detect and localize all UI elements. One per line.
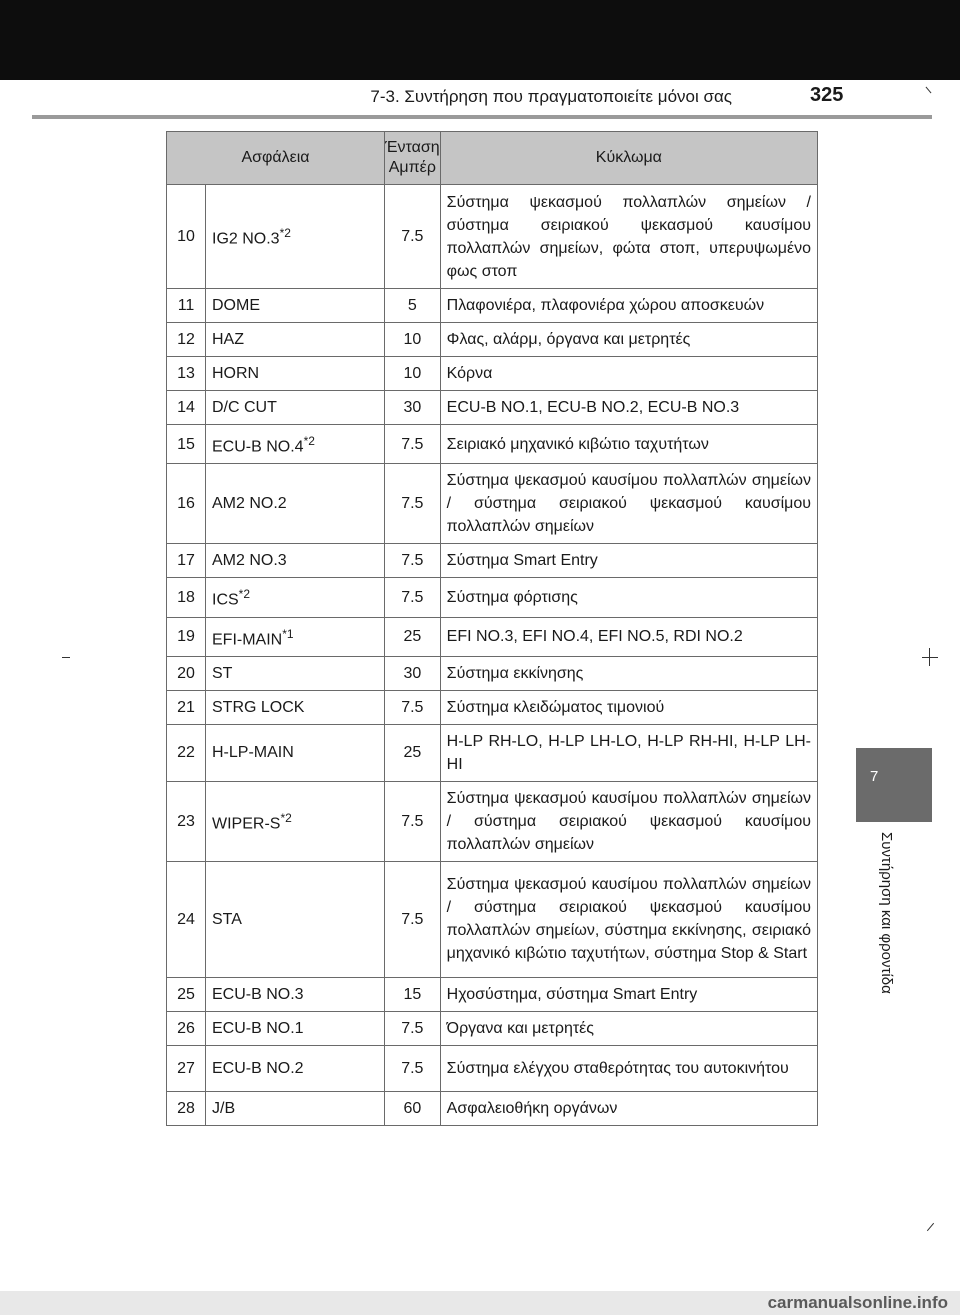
table-row	[167, 977, 818, 1011]
fuse-name-text: HORN	[212, 365, 260, 382]
circuit-description: Σύστημα ψεκασμού καυσίμου πολλαπλών σημείων / σύστημα σειριακού ψεκασμού καυσίμου πολλαπλών σημείων	[440, 464, 817, 544]
fuse-name	[206, 425, 385, 464]
circuit-description: ECU-B NO.1, ECU-B NO.2, ECU-B NO.3	[440, 391, 817, 425]
fuse-number: 21	[167, 690, 206, 724]
circuit-description: Σύστημα ψεκασμού καυσίμου πολλαπλών σημείων / σύστημα σειριακού ψεκασμού καυσίμου πολλαπλών σημείων	[440, 781, 817, 861]
header-amperage	[385, 132, 441, 185]
fuse-amperage: 7.5	[385, 1011, 441, 1045]
fuse-number: 25	[167, 977, 206, 1011]
table-row	[167, 690, 818, 724]
table-row	[167, 578, 818, 617]
fuse-name-text: WIPER-S	[212, 815, 281, 833]
fuse-amperage: 7.5	[385, 1045, 441, 1091]
fuse-table	[166, 131, 818, 1126]
fuse-number: 23	[167, 781, 206, 861]
fuse-number: 27	[167, 1045, 206, 1091]
fuse-number: 13	[167, 357, 206, 391]
circuit-description: Σύστημα ελέγχου σταθερότητας του αυτοκινήτου	[440, 1045, 817, 1091]
fuse-name-text: ST	[212, 664, 233, 682]
fuse-name-text: ECU-B NO.4	[212, 438, 304, 456]
circuit-description: EFI NO.3, EFI NO.4, EFI NO.5, RDI NO.2	[440, 617, 817, 656]
fuse-name	[206, 185, 385, 289]
crop-mark	[62, 657, 70, 658]
table-row	[167, 656, 818, 690]
table-row	[167, 289, 818, 323]
fuse-amperage: 25	[385, 724, 441, 781]
fuse-name	[206, 617, 385, 656]
circuit-description: Σύστημα φόρτισης	[440, 578, 817, 617]
fuse-amperage: 15	[385, 977, 441, 1011]
circuit-description: Σύστημα ψεκασμού πολλαπλών σημείων / σύστημα σειριακού ψεκασμού καυσίμου πολλαπλών σημείων, φώτα στοπ, υπερυψωμένο φως στοπ	[440, 185, 817, 289]
chapter-title: Συντήρηση και φροντίδα	[878, 832, 895, 994]
fuse-number: 16	[167, 464, 206, 544]
fuse-name	[206, 690, 385, 724]
fuse-number: 22	[167, 724, 206, 781]
fuse-name	[206, 323, 385, 357]
header-amp-line2: Αμπέρ	[388, 159, 436, 176]
fuse-number: 26	[167, 1011, 206, 1045]
crop-mark	[922, 657, 938, 658]
fuse-number: 11	[167, 289, 206, 323]
footnote-marker: *2	[238, 587, 251, 602]
fuse-amperage: 25	[385, 617, 441, 656]
fuse-amperage: 7.5	[385, 185, 441, 289]
fuse-name	[206, 861, 385, 977]
fuse-number: 17	[167, 544, 206, 578]
fuse-amperage: 7.5	[385, 425, 441, 464]
table-row	[167, 357, 818, 391]
fuse-name-text: AM2 NO.2	[212, 495, 287, 513]
table-row	[167, 1011, 818, 1045]
fuse-name-text: ECU-B NO.1	[212, 1019, 304, 1037]
fuse-number: 10	[167, 185, 206, 289]
table-row	[167, 425, 818, 464]
fuse-name-text: J/B	[212, 1099, 236, 1117]
fuse-name	[206, 391, 385, 425]
footnote-marker: *2	[279, 226, 291, 241]
fuse-amperage: 10	[385, 357, 441, 391]
table-row	[167, 323, 818, 357]
circuit-description: Ασφαλειοθήκη οργάνων	[440, 1091, 817, 1125]
fuse-amperage: 60	[385, 1091, 441, 1125]
circuit-description: Ηχοσύστημα, σύστημα Smart Entry	[440, 977, 817, 1011]
fuse-name-text: DOME	[212, 297, 260, 314]
watermark-text: carmanualsonline.info	[767, 1293, 948, 1312]
table-row	[167, 724, 818, 781]
fuse-name-text: EFI-MAIN	[212, 630, 283, 648]
fuse-number: 20	[167, 656, 206, 690]
fuse-name-text: STA	[212, 910, 242, 928]
circuit-description: Φλας, αλάρμ, όργανα και μετρητές	[440, 323, 817, 357]
fuse-name	[206, 781, 385, 861]
fuse-number: 18	[167, 578, 206, 617]
fuse-name	[206, 544, 385, 578]
table-row	[167, 861, 818, 977]
fuse-amperage: 10	[385, 323, 441, 357]
fuse-amperage: 7.5	[385, 544, 441, 578]
circuit-description: Σύστημα Smart Entry	[440, 544, 817, 578]
crop-mark	[929, 648, 930, 666]
table-row	[167, 544, 818, 578]
table-row	[167, 1091, 818, 1125]
footnote-marker: *2	[280, 811, 292, 826]
fuse-name-text: H-LP-MAIN	[212, 744, 294, 762]
circuit-description: Πλαφονιέρα, πλαφονιέρα χώρου αποσκευών	[440, 289, 817, 323]
fuse-amperage: 7.5	[385, 861, 441, 977]
fuse-name	[206, 656, 385, 690]
fuse-number: 15	[167, 425, 206, 464]
fuse-name-text: IG2 NO.3	[212, 230, 280, 248]
fuse-name-text: ICS	[212, 591, 239, 609]
fuse-name	[206, 977, 385, 1011]
fuse-amperage: 7.5	[385, 464, 441, 544]
section-title: 7-3. Συντήρηση που πραγματοποιείτε μόνοι σας	[370, 87, 732, 106]
fuse-amperage: 7.5	[385, 690, 441, 724]
fuse-name	[206, 1011, 385, 1045]
fuse-name-text: HAZ	[212, 331, 244, 348]
fuse-name	[206, 1045, 385, 1091]
header-amp-line1: Ένταση	[385, 139, 440, 156]
fuse-number: 12	[167, 323, 206, 357]
footnote-marker: *2	[303, 434, 315, 448]
fuse-name-text: ECU-B NO.2	[212, 1059, 304, 1077]
chapter-number: 7	[870, 768, 879, 785]
top-black-band	[0, 0, 960, 80]
circuit-description: Σειριακό μηχανικό κιβώτιο ταχυτήτων	[440, 425, 817, 464]
fuse-amperage: 30	[385, 656, 441, 690]
table-row	[167, 617, 818, 656]
fuse-name	[206, 578, 385, 617]
fuse-name	[206, 724, 385, 781]
fuse-name-text: ECU-B NO.3	[212, 985, 304, 1003]
fuse-name	[206, 464, 385, 544]
fuse-name	[206, 289, 385, 323]
header-fuse: Ασφάλεια	[167, 132, 385, 185]
circuit-description: Σύστημα ψεκασμού καυσίμου πολλαπλών σημείων / σύστημα σειριακού ψεκασμού καυσίμου πολλαπλών σημείων, σύστημα εκκίνησης, σειριακό μηχανικό κιβώτιο ταχυτήτων, σύστημα Stop & Start	[440, 861, 817, 977]
crop-mark	[927, 1223, 934, 1231]
page-header	[0, 80, 960, 116]
table-row	[167, 781, 818, 861]
fuse-number: 24	[167, 861, 206, 977]
fuse-amperage: 5	[385, 289, 441, 323]
fuse-name-text: D/C CUT	[212, 399, 277, 416]
circuit-description: Σύστημα κλειδώματος τιμονιού	[440, 690, 817, 724]
table-row	[167, 464, 818, 544]
fuse-name-text: AM2 NO.3	[212, 552, 287, 570]
fuse-amperage: 7.5	[385, 781, 441, 861]
circuit-description: Όργανα και μετρητές	[440, 1011, 817, 1045]
fuse-amperage: 7.5	[385, 578, 441, 617]
table-row	[167, 391, 818, 425]
table-row	[167, 185, 818, 289]
footer-watermark	[0, 1291, 960, 1315]
circuit-description: Σύστημα εκκίνησης	[440, 656, 817, 690]
chapter-title-vertical	[875, 832, 897, 1032]
footnote-marker: *1	[282, 626, 294, 641]
circuit-description: Κόρνα	[440, 357, 817, 391]
fuse-amperage: 30	[385, 391, 441, 425]
header-circuit: Κύκλωμα	[440, 132, 817, 185]
page-number: 325	[810, 84, 844, 106]
fuse-name-text: STRG LOCK	[212, 698, 305, 716]
fuse-number: 28	[167, 1091, 206, 1125]
fuse-name	[206, 357, 385, 391]
header-rule	[32, 115, 932, 119]
circuit-description: H-LP RH-LO, H-LP LH-LO, H-LP RH-HI, H-LP LH-HI	[440, 724, 817, 781]
fuse-number: 19	[167, 617, 206, 656]
table-row	[167, 1045, 818, 1091]
fuse-name	[206, 1091, 385, 1125]
table-header-row	[167, 132, 818, 185]
fuse-number: 14	[167, 391, 206, 425]
chapter-tab	[856, 748, 932, 822]
